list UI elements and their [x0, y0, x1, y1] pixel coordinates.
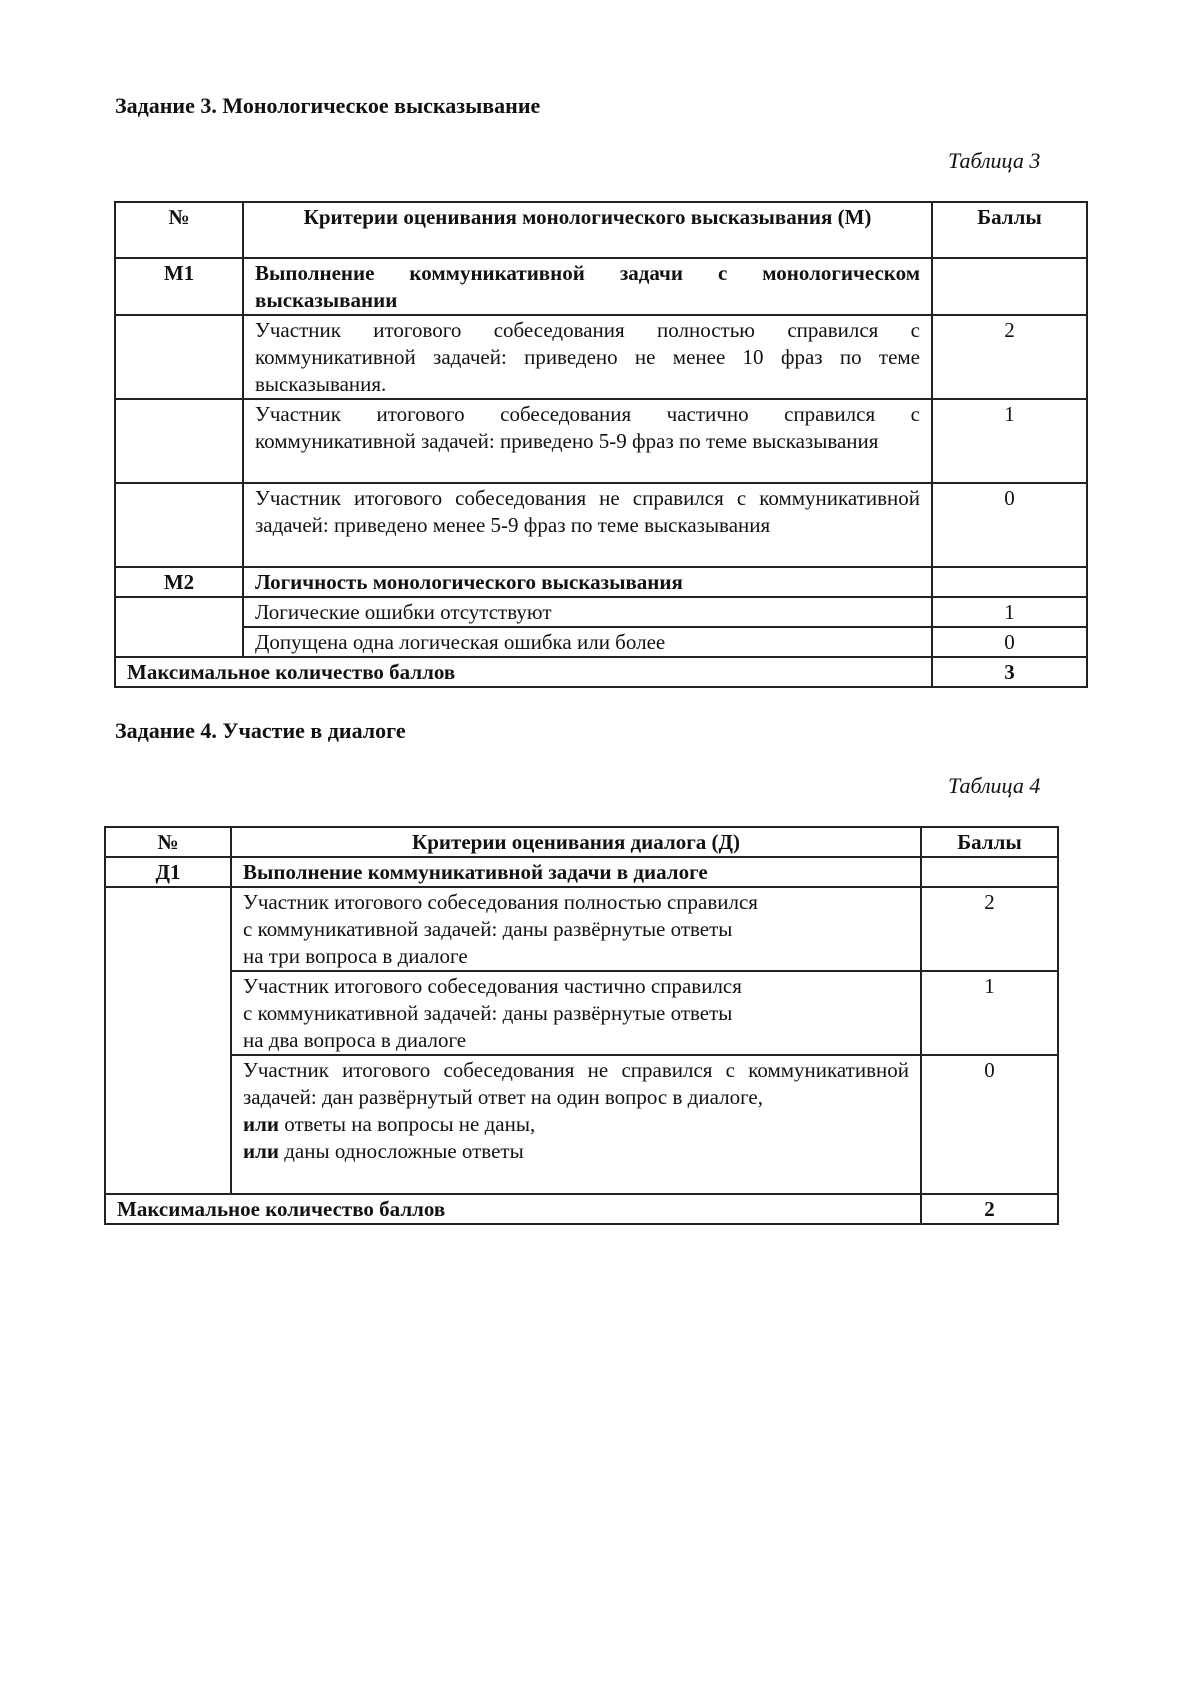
description-line: Участник итогового собеседования полностью справился: [243, 890, 758, 914]
total-value: 2: [921, 1194, 1058, 1224]
or-rest: ответы на вопросы не даны,: [278, 1112, 536, 1136]
criterion-score: 1: [932, 597, 1087, 627]
header-points: Баллы: [932, 202, 1087, 258]
empty-code-cell: [105, 887, 231, 1194]
criterion-code: М2: [115, 567, 243, 597]
criterion-score: 2: [932, 315, 1087, 399]
criterion-title: Логичность монологического высказывания: [243, 567, 932, 597]
or-rest: даны односложные ответы: [278, 1139, 524, 1163]
header-points: Баллы: [921, 827, 1058, 857]
total-value: 3: [932, 657, 1087, 687]
total-row: [105, 1194, 1058, 1224]
table-row: [115, 399, 1087, 483]
criterion-points-empty: [921, 857, 1058, 887]
header-criteria: Критерии оценивания монологического высказывания (М): [243, 202, 932, 258]
table-row: [115, 597, 1087, 627]
criterion-description: [231, 971, 921, 1055]
criterion-description: Участник итогового собеседования не справился с коммуникативной задачей: приведено менее 5-9 фраз по теме высказывания: [243, 483, 932, 567]
criterion-description: [231, 1055, 921, 1194]
task3-heading: Задание 3. Монологическое высказывание: [115, 93, 541, 118]
table-row: [115, 483, 1087, 567]
criterion-score: 1: [921, 971, 1058, 1055]
criterion-title: Выполнение коммуникативной задачи в диалоге: [231, 857, 921, 887]
description-text: Участник итогового собеседования не справился с коммуникативной задачей: дан развёрнутый ответ на один вопрос в диалоге,: [243, 1058, 909, 1109]
total-label: Максимальное количество баллов: [115, 657, 932, 687]
description-line: [243, 1111, 909, 1138]
criterion-description: Логические ошибки отсутствуют: [243, 597, 932, 627]
table-row: [105, 971, 1058, 1055]
or-word: или: [243, 1139, 279, 1163]
total-row: [115, 657, 1087, 687]
empty-code-cell: [115, 399, 243, 483]
description-line: с коммуникативной задачей: даны развёрнутые ответы: [243, 917, 733, 941]
criterion-points-empty: [932, 258, 1087, 315]
criterion-score: 0: [932, 627, 1087, 657]
criterion-description: Участник итогового собеседования частично справился с коммуникативной задачей: приведено 5-9 фраз по теме высказывания: [243, 399, 932, 483]
header-criteria: Критерии оценивания диалога (Д): [231, 827, 921, 857]
criterion-description: [231, 887, 921, 971]
criterion-score: 1: [932, 399, 1087, 483]
description-line: на два вопроса в диалоге: [243, 1028, 467, 1052]
table-header-row: [115, 202, 1087, 258]
header-number: №: [105, 827, 231, 857]
criterion-title: Выполнение коммуникативной задачи с монологическом высказывании: [243, 258, 932, 315]
table-header-row: [105, 827, 1058, 857]
task4-heading: Задание 4. Участие в диалоге: [115, 718, 406, 743]
total-label: Максимальное количество баллов: [105, 1194, 921, 1224]
criterion-score: 0: [932, 483, 1087, 567]
header-number: №: [115, 202, 243, 258]
criterion-score: 2: [921, 887, 1058, 971]
description-line: на три вопроса в диалоге: [243, 944, 468, 968]
task4-table-caption: Таблица 4: [948, 773, 1041, 798]
or-word: или: [243, 1112, 279, 1136]
description-line: с коммуникативной задачей: даны развёрнутые ответы: [243, 1001, 733, 1025]
table-row: [105, 887, 1058, 971]
table-row: [105, 1055, 1058, 1194]
criterion-points-empty: [932, 567, 1087, 597]
criterion-m1-row: [115, 258, 1087, 315]
task3-criteria-table: [114, 201, 1088, 688]
criterion-d1-row: [105, 857, 1058, 887]
empty-code-cell: [115, 597, 243, 657]
description-line: Участник итогового собеседования частично справился: [243, 974, 742, 998]
criterion-code: Д1: [105, 857, 231, 887]
criterion-description: Допущена одна логическая ошибка или более: [243, 627, 932, 657]
table-row: [115, 627, 1087, 657]
empty-code-cell: [115, 483, 243, 567]
task3-table-caption: Таблица 3: [948, 148, 1041, 173]
criterion-code: М1: [115, 258, 243, 315]
description-line: [243, 1138, 909, 1165]
criterion-m2-row: [115, 567, 1087, 597]
task4-criteria-table: [104, 826, 1059, 1225]
table-row: [115, 315, 1087, 399]
criterion-description: Участник итогового собеседования полностью справился с коммуникативной задачей: приведено не менее 10 фраз по теме высказывания.: [243, 315, 932, 399]
criterion-score: 0: [921, 1055, 1058, 1194]
empty-code-cell: [115, 315, 243, 399]
